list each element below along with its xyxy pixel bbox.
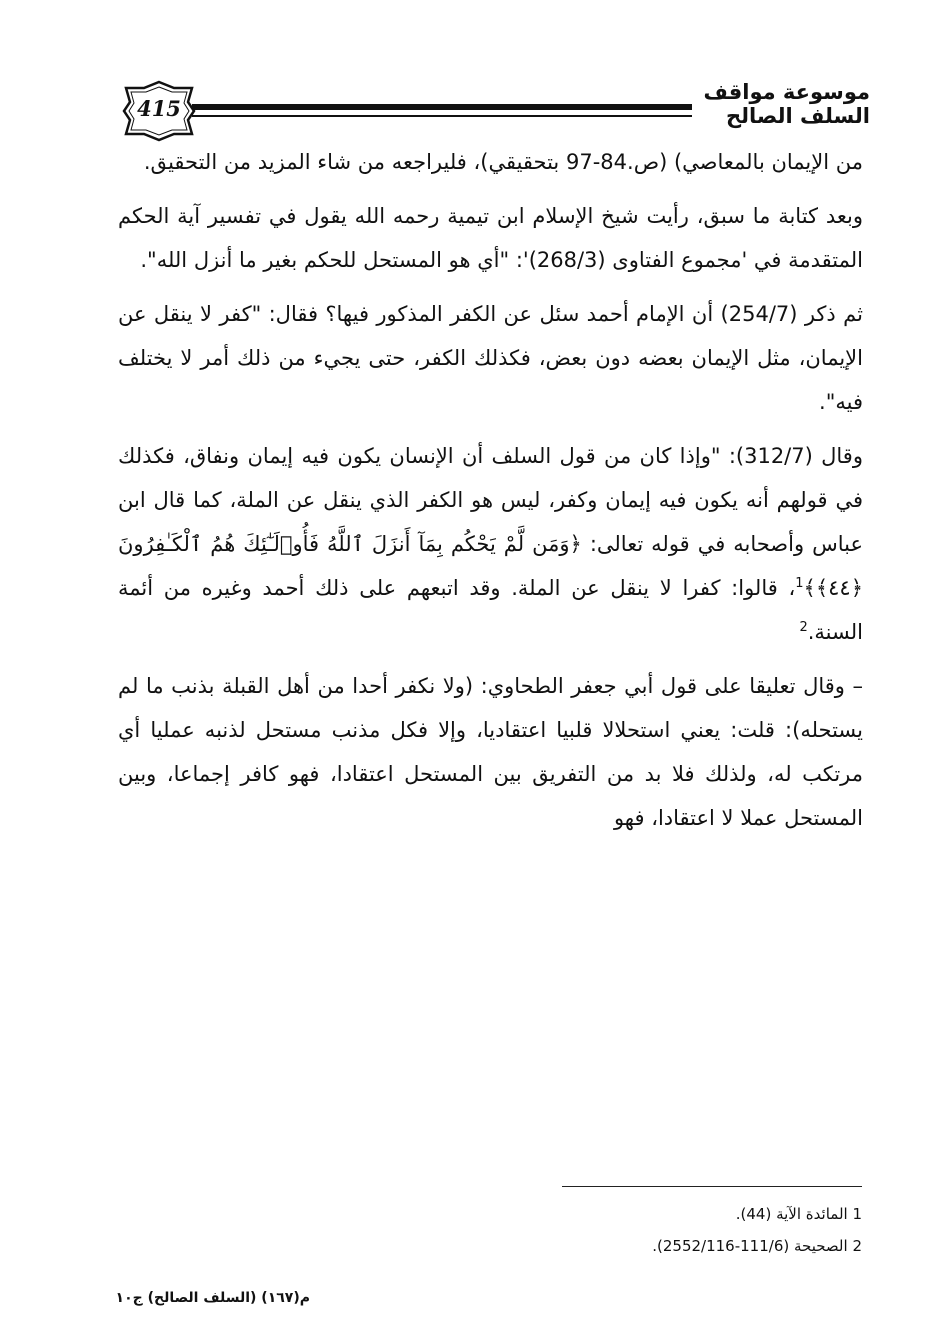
paragraph-4	[118, 434, 863, 654]
paragraph-1: من الإيمان بالمعاصي) (ص.84-97 بتحقيقي)، فليراجعه من شاء المزيد من التحقيق.	[143, 150, 863, 174]
footnote-2: 2 الصحيحة (111/6-2552/116).	[652, 1237, 862, 1255]
paragraph-3: ثم ذكر (254/7) أن الإمام أحمد سئل عن الكفر المذكور فيها؟ فقال: "كفر لا ينقل عن الإيمان، مثل الإيمان بعضه دون بعض، فكذلك الكفر، حتى يجيء من ذلك أمر لا يختلف فيه".	[118, 302, 863, 414]
series-title: موسوعة مواقف السلف الصالح	[703, 80, 870, 128]
header-rule-thin	[192, 115, 692, 117]
footnote-1: 1 المائدة الآية (44).	[735, 1205, 862, 1223]
printer-signature: م(١٦٧) (السلف الصالح) ج١٠	[115, 1290, 310, 1306]
paragraph-4-text-b: ، قالوا: كفرا لا ينقل عن الملة. وقد اتبعهم على ذلك أحمد وغيره من أئمة السنة.	[118, 576, 863, 644]
paragraph-2: وبعد كتابة ما سبق، رأيت شيخ الإسلام ابن تيمية رحمه الله يقول في تفسير آية الحكم المتقدمة في 'مجموع الفتاوى (268/3)': "أي هو المستحل للحكم بغير ما أنزل الله".	[118, 204, 863, 272]
page-number-badge	[122, 80, 196, 142]
footnote-ref-2[interactable]: 2	[799, 620, 808, 635]
footnote-separator	[562, 1186, 862, 1187]
footnote-ref-1[interactable]: 1	[795, 576, 804, 591]
header-rule-thick	[192, 104, 692, 110]
page-number: 415	[137, 96, 181, 121]
footnotes	[500, 1198, 862, 1262]
paragraph-4-text-a: وقال (312/7): "وإذا كان من قول السلف أن الإنسان يكون فيه إيمان ونفاق، فكذلك في قولهم أنه يكون فيه إيمان وكفر، ليس هو الكفر الذي ينقل عن الملة، كما قال ابن عباس وأصحابه في قوله تعالى: ﴿وَمَن لَّمْ يَحْكُم بِمَآ أَنزَلَ ٱللَّهُ فَأُو۟لَـٰٓئِكَ هُمُ ٱلْكَـٰفِرُونَ ﴿٤٤﴾﴾	[118, 444, 863, 600]
paragraph-5: – وقال تعليقا على قول أبي جعفر الطحاوي: (ولا نكفر أحدا من أهل القبلة بذنب ما لم يستحله): قلت: يعني استحلالا قلبيا اعتقاديا، وإلا فكل مذنب مستحل لذنبه عمليا أي مرتكب له، ولذلك فلا بد من التفريق بين المستحل اعتقادا، فهو كافر إجماعا، وبين المستحل عملا لا اعتقادا، فهو	[118, 674, 863, 830]
main-text	[118, 140, 863, 850]
